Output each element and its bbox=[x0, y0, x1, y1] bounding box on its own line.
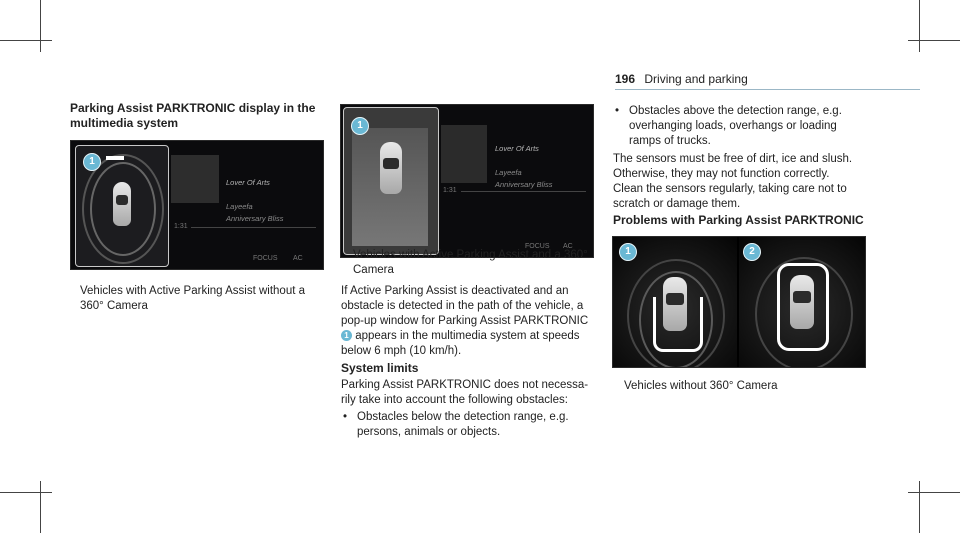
crop-mark bbox=[908, 492, 960, 493]
vehicle-icon bbox=[380, 142, 402, 194]
crop-mark bbox=[919, 0, 920, 52]
caption-line: Vehicles with Active Parking Assist and a 360° bbox=[353, 249, 588, 261]
page-header bbox=[615, 72, 748, 86]
caption-figure1 bbox=[80, 284, 305, 314]
section-name: Driving and parking bbox=[644, 72, 748, 86]
text-line: persons, animals or objects. bbox=[357, 426, 501, 438]
section-title bbox=[70, 101, 315, 131]
vehicle-icon bbox=[113, 182, 131, 226]
bullet-item bbox=[343, 410, 569, 440]
text-line: Obstacles above the detection range, e.g. bbox=[629, 105, 842, 117]
text-span: appears in the multimedia system at speeds bbox=[352, 330, 580, 342]
crop-mark bbox=[40, 481, 41, 533]
time-display: 1:31 bbox=[443, 187, 457, 194]
text-line: rily take into account the following obstacles: bbox=[341, 394, 568, 406]
figure-display-without-camera bbox=[70, 140, 324, 270]
text-line: pop-up window for Parking Assist PARKTRONIC bbox=[341, 315, 589, 327]
bullet-glyph: • bbox=[343, 411, 348, 423]
text-line: obstacle is detected in the path of the vehicle, a bbox=[341, 300, 584, 312]
text-line: The sensors must be free of dirt, ice and slush. bbox=[613, 153, 853, 165]
vehicle-icon bbox=[663, 277, 687, 331]
progress-track bbox=[461, 191, 586, 192]
ac-label: AC bbox=[563, 243, 573, 250]
focus-label: FOCUS bbox=[253, 255, 278, 262]
bullet-glyph: • bbox=[615, 105, 620, 117]
text-line: scratch or damage them. bbox=[613, 198, 741, 210]
artist: Layeefa bbox=[226, 202, 253, 211]
callout-1: 1 bbox=[83, 153, 101, 171]
media-info bbox=[226, 177, 284, 225]
body-paragraph bbox=[341, 378, 588, 408]
crop-mark bbox=[908, 40, 960, 41]
text-line: Obstacles below the detection range, e.g. bbox=[357, 411, 569, 423]
section-title-line: Parking Assist PARKTRONIC display in the bbox=[70, 101, 316, 115]
progress-track bbox=[191, 227, 316, 228]
text-line bbox=[341, 329, 588, 344]
caption-line: Vehicles with Active Parking Assist without a bbox=[80, 285, 305, 297]
body-paragraph bbox=[613, 152, 852, 212]
figure-parktronic-views bbox=[612, 236, 866, 368]
album-art bbox=[171, 155, 219, 203]
text-line: ramps of trucks. bbox=[629, 135, 711, 147]
media-info bbox=[495, 143, 553, 191]
caption-line: Camera bbox=[353, 264, 394, 276]
callout-1: 1 bbox=[351, 117, 369, 135]
system-limits-heading: System limits bbox=[341, 361, 419, 375]
caption-line: 360° Camera bbox=[80, 300, 148, 312]
text-line: Parking Assist PARKTRONIC does not necessa- bbox=[341, 379, 589, 391]
callout-1: 1 bbox=[619, 243, 637, 261]
text-line: If Active Parking Assist is deactivated and an bbox=[341, 285, 569, 297]
problems-heading: Problems with Parking Assist PARKTRONIC bbox=[613, 213, 864, 227]
caption-figure3: Vehicles without 360° Camera bbox=[624, 380, 778, 392]
time-display: 1:31 bbox=[174, 223, 188, 230]
inline-callout: 1 bbox=[341, 330, 352, 341]
crop-mark bbox=[0, 40, 52, 41]
vehicle-icon bbox=[790, 275, 814, 329]
song-title: Lover Of Arts bbox=[226, 178, 270, 187]
text-line: Clean the sensors regularly, taking care not to bbox=[613, 183, 847, 195]
text-line: Otherwise, they may not function correctly. bbox=[613, 168, 830, 180]
figure-display-with-camera bbox=[340, 104, 594, 258]
header-rule bbox=[615, 89, 920, 90]
page-number: 196 bbox=[615, 72, 636, 86]
body-paragraph bbox=[341, 284, 588, 359]
obstacle-marker bbox=[106, 156, 124, 160]
focus-label: FOCUS bbox=[525, 243, 550, 250]
crop-mark bbox=[919, 481, 920, 533]
crop-mark bbox=[0, 492, 52, 493]
ac-label: AC bbox=[293, 255, 303, 262]
album: Anniversary Bliss bbox=[226, 214, 284, 223]
crop-mark bbox=[40, 0, 41, 52]
album-art bbox=[441, 125, 487, 183]
text-line: overhanging loads, overhangs or loading bbox=[629, 120, 837, 132]
album: Anniversary Bliss bbox=[495, 180, 553, 189]
text-line: below 6 mph (10 km/h). bbox=[341, 345, 462, 357]
bullet-item bbox=[615, 104, 842, 149]
song-title: Lover Of Arts bbox=[495, 144, 539, 153]
artist: Layeefa bbox=[495, 168, 522, 177]
caption-figure2 bbox=[353, 248, 588, 278]
section-title-line: multimedia system bbox=[70, 116, 179, 130]
callout-2: 2 bbox=[743, 243, 761, 261]
